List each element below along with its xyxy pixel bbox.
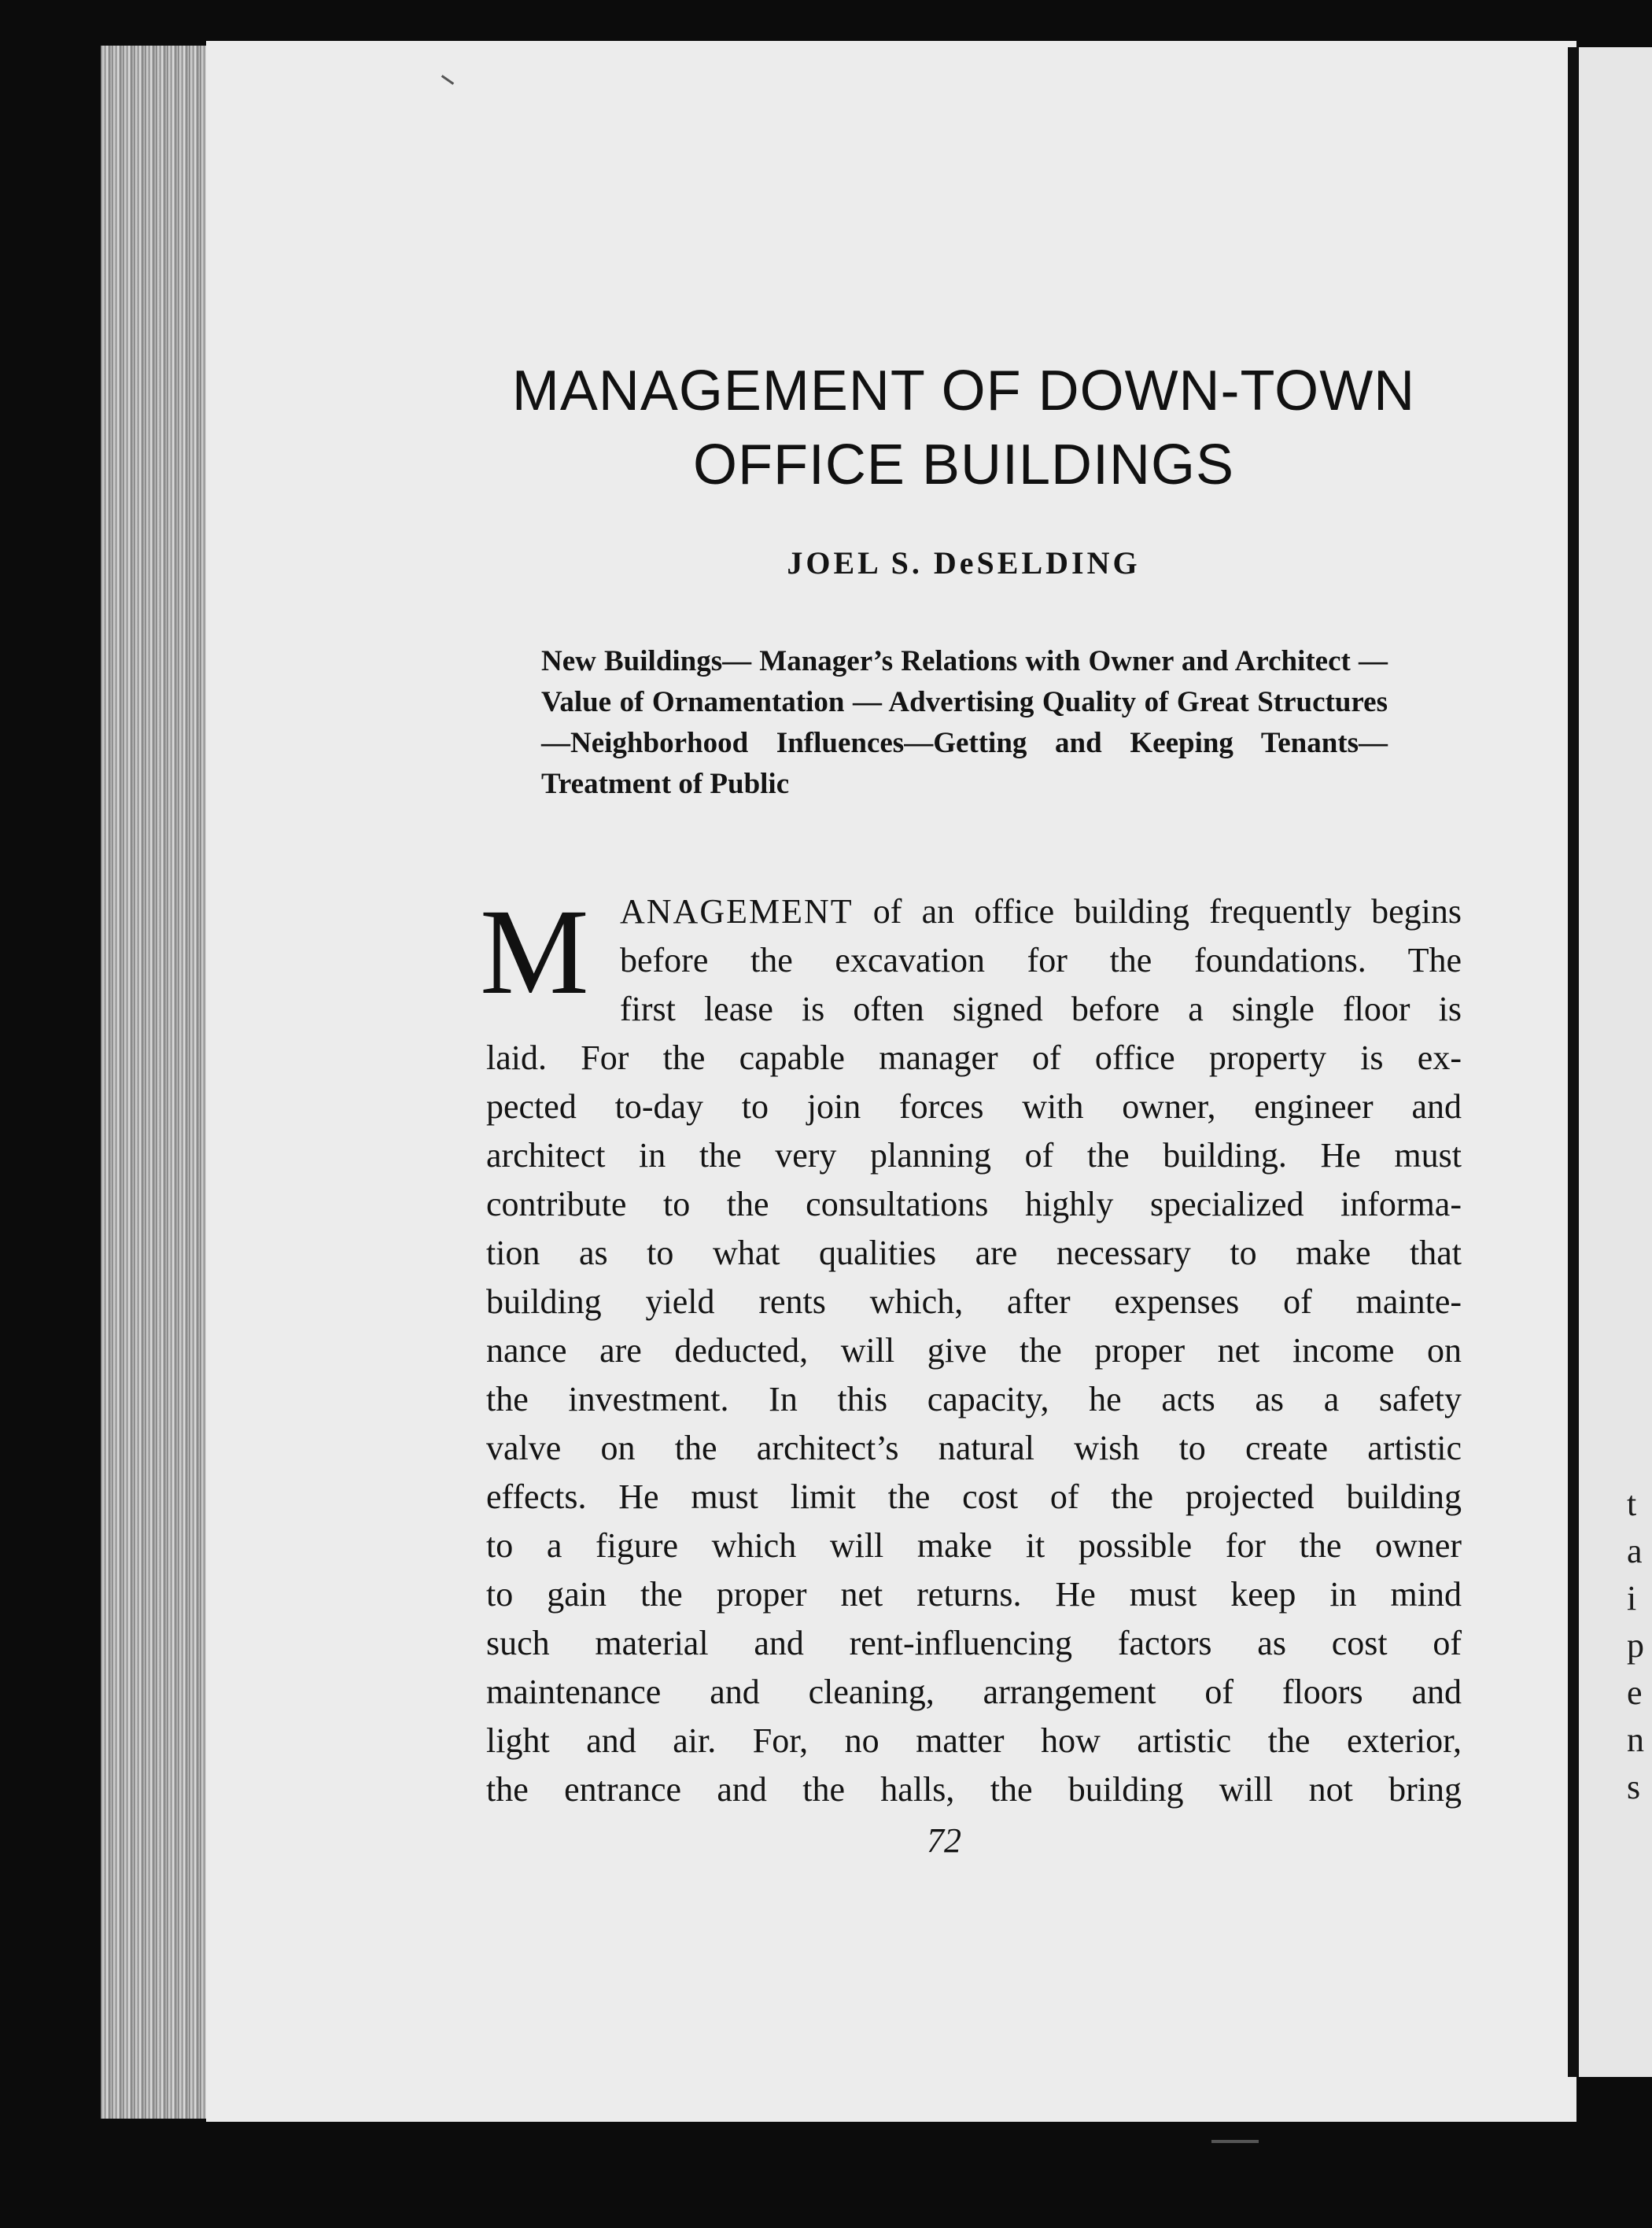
page-number: 72: [927, 1821, 961, 1860]
facing-page-letter: e: [1627, 1673, 1643, 1712]
body-line-text: of an office building frequently begins: [853, 892, 1462, 931]
facing-page-letter: i: [1627, 1579, 1637, 1618]
body-line: before the excavation for the foundations. The: [620, 941, 1462, 979]
body-text: [486, 887, 1462, 1814]
drop-cap: M: [480, 883, 589, 1020]
body-line: tion as to what qualities are necessary to make that: [486, 1234, 1462, 1272]
body-line: contribute to the consultations highly specialized informa-: [486, 1185, 1462, 1223]
article-synopsis: New Buildings— Manager’s Relations with Owner and Architect — Value of Ornamentation — Advertising Quality of Great Structures—Neighborhood Influences—Getting and Keeping Tenants—Treatment of Public: [541, 645, 1388, 800]
body-line: such material and rent-influencing factors as cost of: [486, 1624, 1462, 1662]
facing-page-letter: s: [1627, 1768, 1641, 1806]
body-line: nance are deducted, will give the proper net income on: [486, 1331, 1462, 1370]
scan-speck: [1211, 2140, 1259, 2143]
facing-page-letter: p: [1627, 1626, 1644, 1665]
facing-page-letter: n: [1627, 1721, 1644, 1759]
small-caps-word: ANAGEMENT: [620, 892, 854, 931]
body-line: architect in the very planning of the building. He must: [486, 1136, 1462, 1175]
title-line-2: OFFICE BUILDINGS: [692, 433, 1235, 496]
body-line: valve on the architect’s natural wish to create artistic: [486, 1429, 1462, 1467]
facing-page-letter: t: [1627, 1485, 1637, 1523]
body-line: first lease is often signed before a single floor is: [620, 990, 1462, 1028]
page-stack-edge: [101, 46, 211, 2119]
body-line: laid. For the capable manager of office property is ex-: [486, 1038, 1462, 1077]
facing-page-letter: a: [1627, 1532, 1643, 1570]
body-line: [486, 887, 1462, 936]
body-line: to a figure which will make it possible for the owner: [486, 1526, 1462, 1565]
body-line: the entrance and the halls, the building will not bring: [486, 1770, 1462, 1809]
body-line: building yield rents which, after expenses of mainte-: [486, 1282, 1462, 1321]
title-line-1: MANAGEMENT OF DOWN-TOWN: [511, 360, 1416, 422]
body-line: light and air. For, no matter how artistic the exterior,: [486, 1721, 1462, 1760]
body-line: the investment. In this capacity, he acts as a safety: [486, 1380, 1462, 1418]
body-line: pected to-day to join forces with owner, engineer and: [486, 1087, 1462, 1126]
body-line: maintenance and cleaning, arrangement of floors and: [486, 1673, 1462, 1711]
article-title: [472, 354, 1455, 502]
author-byline: JOEL S. DeSELDING: [787, 545, 1141, 581]
body-line: to gain the proper net returns. He must keep in mind: [486, 1575, 1462, 1614]
body-line: effects. He must limit the cost of the projected building: [486, 1477, 1462, 1516]
